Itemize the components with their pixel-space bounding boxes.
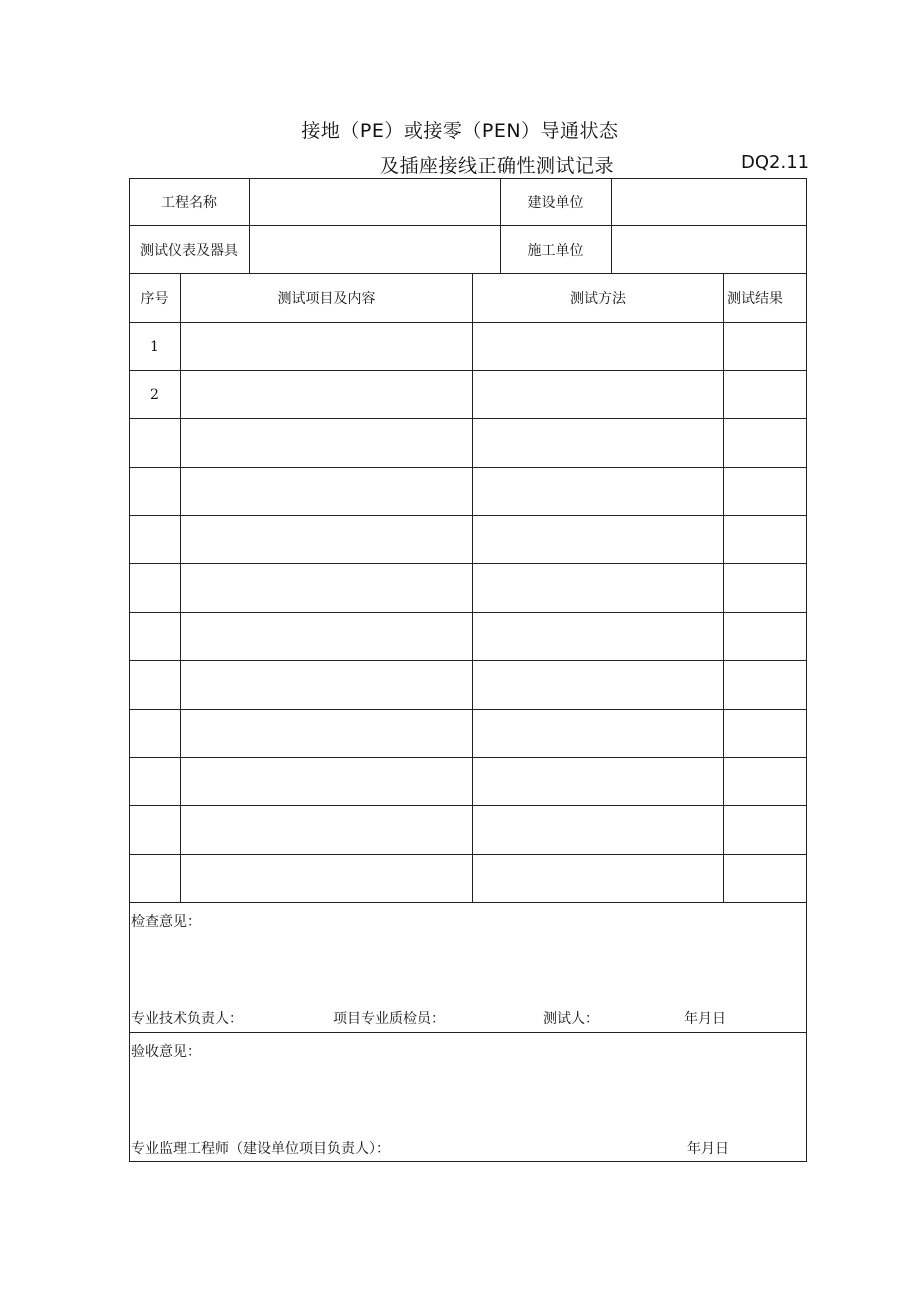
header-result: 测试结果: [727, 291, 783, 307]
row-result[interactable]: [724, 419, 807, 467]
tester-signature: 测试人：: [543, 1011, 599, 1027]
row-no: [129, 468, 180, 515]
constructor-value[interactable]: [612, 226, 807, 273]
quality-inspector-signature: 项目专业质检员：: [333, 1011, 445, 1027]
row-no: [129, 710, 180, 757]
row-method[interactable]: [473, 323, 723, 370]
row-item[interactable]: [181, 855, 472, 902]
form-title-line2: 及插座接线正确性测试记录: [380, 155, 615, 177]
row-item[interactable]: [181, 710, 472, 757]
form-code: DQ2.11: [741, 152, 810, 173]
row-item[interactable]: [181, 564, 472, 612]
row-method[interactable]: [473, 613, 723, 660]
row-item[interactable]: [181, 323, 472, 370]
table-rule: [129, 1032, 807, 1033]
row-no: [129, 758, 180, 805]
supervisor-signature: 专业监理工程师（建设单位项目负责人）：: [131, 1141, 390, 1157]
builder-value[interactable]: [612, 178, 807, 225]
row-method[interactable]: [473, 468, 723, 515]
row-no: [129, 661, 180, 709]
row-item[interactable]: [181, 371, 472, 418]
project-name-label: 工程名称: [161, 194, 217, 211]
acceptance-date: 年月日: [687, 1141, 729, 1157]
row-item[interactable]: [181, 806, 472, 854]
project-name-value[interactable]: [250, 178, 500, 225]
row-no: [129, 419, 180, 467]
row-item[interactable]: [181, 468, 472, 515]
row-method[interactable]: [473, 758, 723, 805]
header-method: 测试方法: [570, 291, 626, 307]
row-item[interactable]: [181, 758, 472, 805]
row-result[interactable]: [724, 564, 807, 612]
row-result[interactable]: [724, 468, 807, 515]
row-result[interactable]: [724, 806, 807, 854]
row-no: [129, 806, 180, 854]
table-rule: [129, 902, 807, 903]
constructor-label: 施工单位: [527, 242, 584, 259]
row-result[interactable]: [724, 323, 807, 370]
instruments-label: 测试仪表及器具: [140, 242, 238, 259]
row-result[interactable]: [724, 758, 807, 805]
inspection-date: 年月日: [684, 1011, 726, 1027]
tech-lead-signature: 专业技术负责人：: [131, 1011, 243, 1027]
row-result[interactable]: [724, 371, 807, 418]
row-result[interactable]: [724, 516, 807, 563]
row-result[interactable]: [724, 613, 807, 660]
row-result[interactable]: [724, 710, 807, 757]
row-method[interactable]: [473, 419, 723, 467]
header-item: 测试项目及内容: [277, 291, 376, 307]
row-no: [129, 613, 180, 660]
row-no: [129, 516, 180, 563]
row-method[interactable]: [473, 564, 723, 612]
row-method[interactable]: [473, 806, 723, 854]
acceptance-label: 验收意见：: [131, 1044, 201, 1060]
row-result[interactable]: [724, 661, 807, 709]
builder-label: 建设单位: [527, 194, 584, 211]
row-result[interactable]: [724, 855, 807, 902]
row-no: 2: [150, 386, 159, 403]
row-no: [129, 564, 180, 612]
row-no: 1: [150, 338, 159, 355]
header-no: 序号: [140, 291, 169, 307]
row-method[interactable]: [473, 710, 723, 757]
inspection-label: 检查意见：: [131, 914, 201, 930]
instruments-value[interactable]: [250, 226, 500, 273]
row-method[interactable]: [473, 855, 723, 902]
row-item[interactable]: [181, 613, 472, 660]
row-item[interactable]: [181, 661, 472, 709]
row-method[interactable]: [473, 516, 723, 563]
row-method[interactable]: [473, 371, 723, 418]
row-item[interactable]: [181, 419, 472, 467]
row-item[interactable]: [181, 516, 472, 563]
form-title-line1: 接地（PE）或接零（PEN）导通状态: [301, 120, 619, 142]
row-method[interactable]: [473, 661, 723, 709]
row-no: [129, 855, 180, 902]
